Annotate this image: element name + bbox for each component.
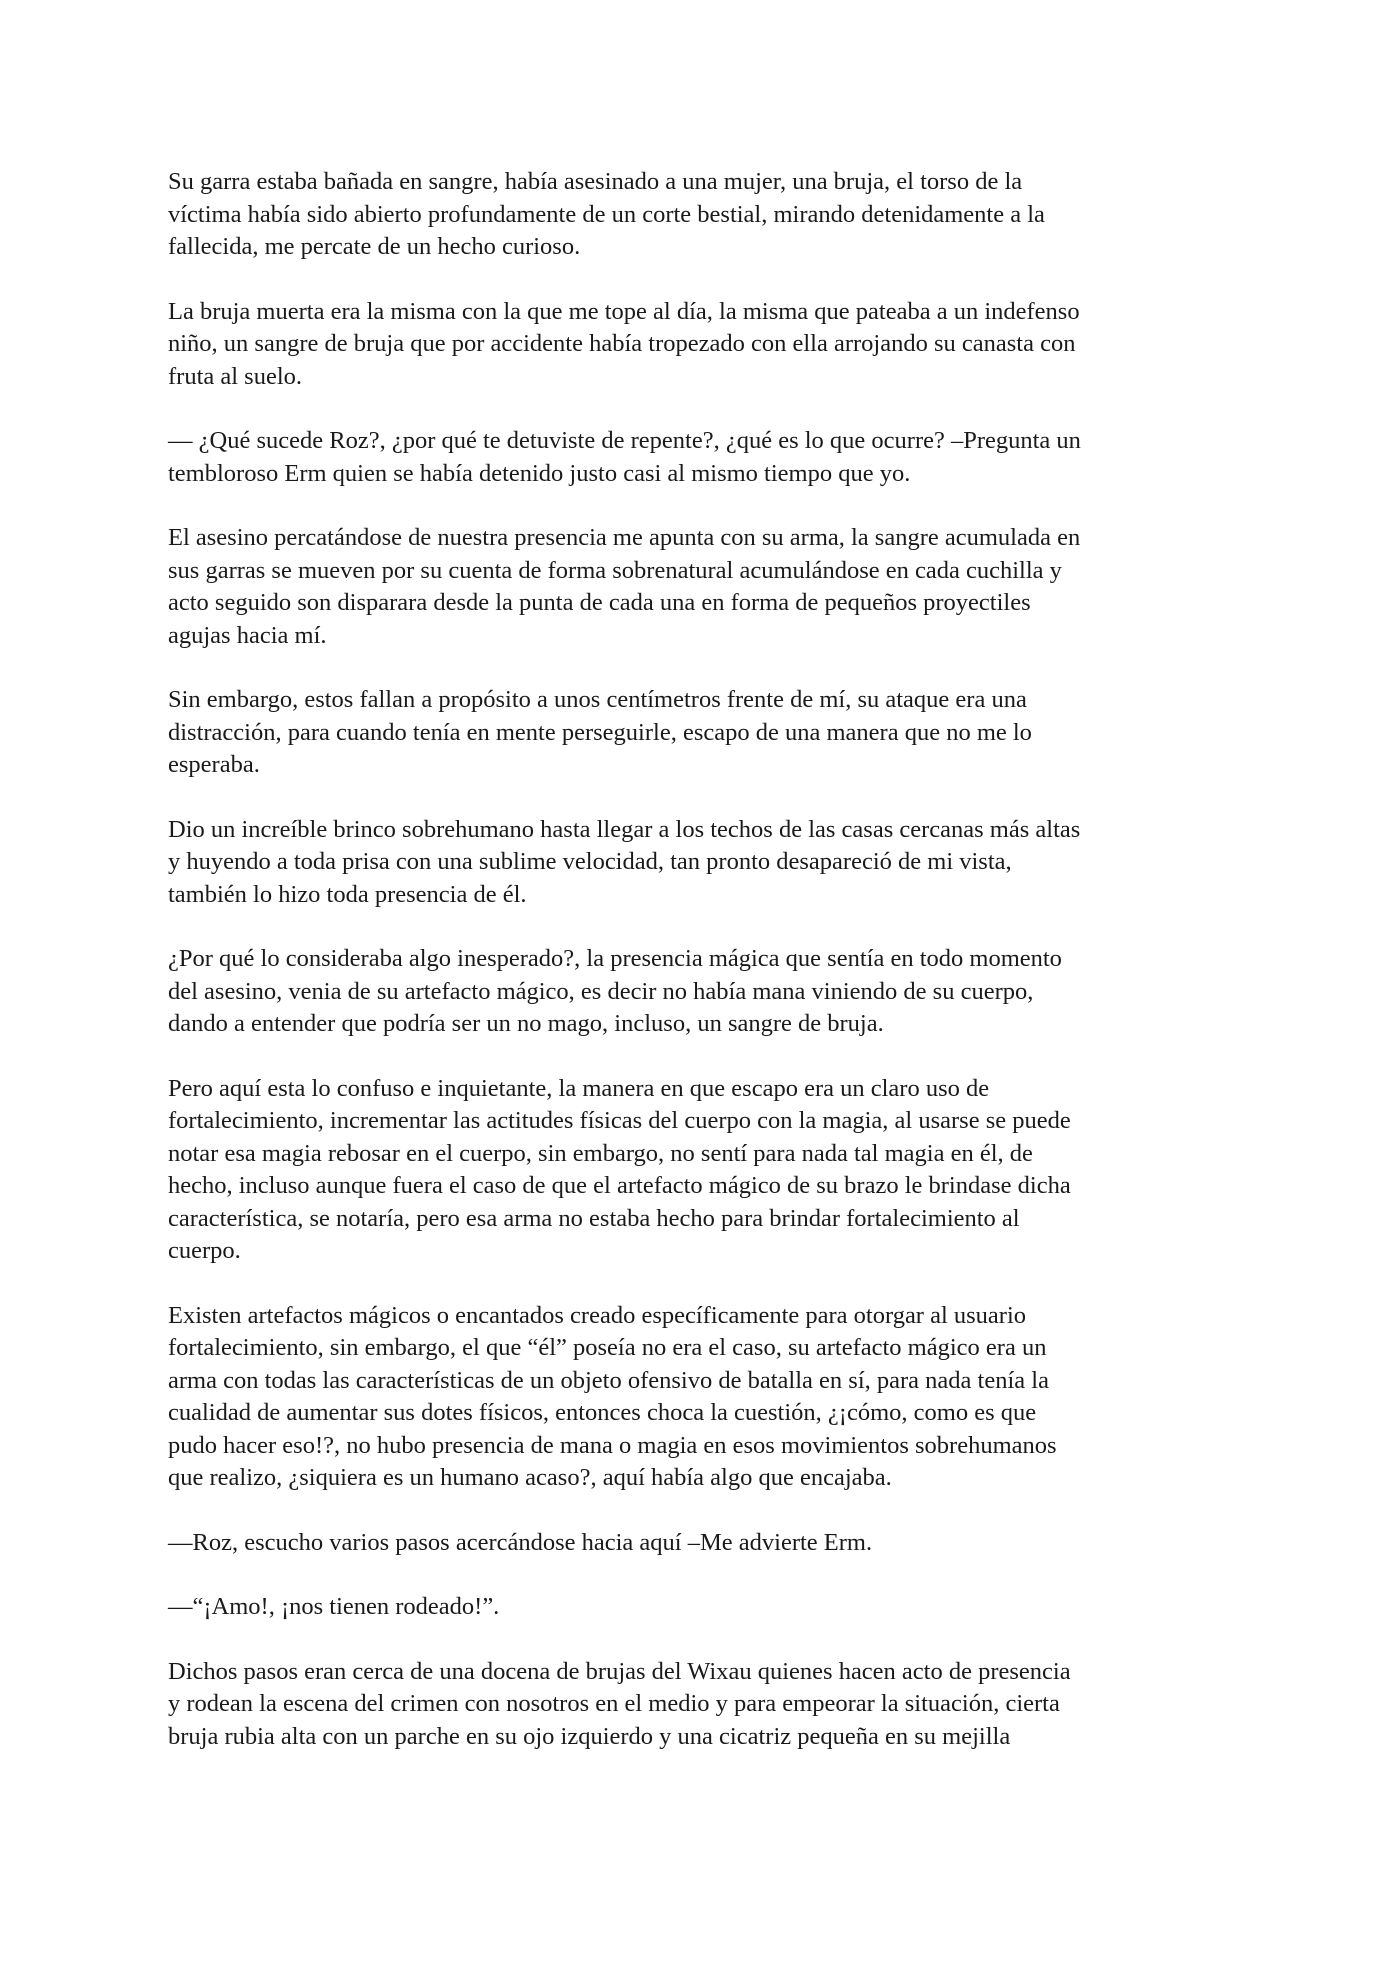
text-line: notar esa magia rebosar en el cuerpo, sin embargo, no sentí para nada tal magia en él, de	[168, 1139, 1033, 1167]
paragraph	[168, 522, 1232, 652]
paragraph	[168, 1656, 1232, 1754]
text-line: pudo hacer eso!?, no hubo presencia de mana o magia en esos movimientos sobrehumanos	[168, 1431, 1057, 1459]
text-line: ¿Por qué lo consideraba algo inesperado?, la presencia mágica que sentía en todo momento	[168, 945, 1062, 972]
text-line: hecho, incluso aunque fuera el caso de que el artefacto mágico de su brazo le brindase dicha	[168, 1172, 1071, 1199]
text-line: también lo hizo toda presencia de él.	[168, 880, 527, 908]
text-line: agujas hacia mí.	[168, 621, 327, 649]
text-line: Dichos pasos eran cerca de una docena de brujas del Wixau quienes hacen acto de presencia	[168, 1657, 1071, 1685]
paragraph	[168, 1591, 1232, 1624]
text-line: cualidad de aumentar sus dotes físicos, entonces choca la cuestión, ¿¡cómo, como es que	[168, 1399, 1037, 1426]
text-line: y huyendo a toda prisa con una sublime velocidad, tan pronto desapareció de mi vista,	[168, 848, 1012, 875]
paragraph	[168, 684, 1232, 782]
text-line: — ¿Qué sucede Roz?, ¿por qué te detuviste de repente?, ¿qué es lo que ocurre? –Pregunta un	[168, 427, 1081, 454]
text-line: arma con todas las características de un objeto ofensivo de batalla en sí, para nada tenía la	[168, 1366, 1049, 1394]
text-line: El asesino percatándose de nuestra presencia me apunta con su arma, la sangre acumulada en	[168, 524, 1081, 551]
text-line: dando a entender que podría ser un no mago, incluso, un sangre de bruja.	[168, 1010, 884, 1037]
text-line: que realizo, ¿siquiera es un humano acaso?, aquí había algo que encajaba.	[168, 1464, 892, 1491]
text-line: Sin embargo, estos fallan a propósito a unos centímetros frente de mí, su ataque era una	[168, 686, 1027, 713]
paragraph	[168, 1073, 1232, 1268]
text-line: distracción, para cuando tenía en mente perseguirle, escapo de una manera que no me lo	[168, 718, 1032, 746]
text-line: y rodean la escena del crimen con nosotros en el medio y para empeorar la situación, cierta	[168, 1690, 1060, 1717]
text-line: fortalecimiento, sin embargo, el que “él” poseía no era el caso, su artefacto mágico era un	[168, 1334, 1047, 1361]
text-line: Existen artefactos mágicos o encantados creado específicamente para otorgar al usuario	[168, 1301, 1027, 1329]
text-line: La bruja muerta era la misma con la que me tope al día, la misma que pateaba a un indefenso	[168, 297, 1080, 325]
text-line: —Roz, escucho varios pasos acercándose hacia aquí –Me advierte Erm.	[168, 1528, 873, 1556]
text-line: sus garras se mueven por su cuenta de forma sobrenatural acumulándose en cada cuchilla y	[168, 556, 1062, 584]
text-line: acto seguido son disparara desde la punta de cada una en forma de pequeños proyectiles	[168, 589, 1031, 616]
text-line: Dio un increíble brinco sobrehumano hasta llegar a los techos de las casas cercanas más altas	[168, 815, 1081, 843]
paragraph	[168, 1527, 1232, 1560]
text-line: fruta al suelo.	[168, 362, 303, 390]
text-line: Su garra estaba bañada en sangre, había asesinado a una mujer, una bruja, el torso de la	[168, 168, 1023, 195]
text-line: esperaba.	[168, 751, 260, 778]
paragraph	[168, 814, 1232, 912]
text-line: niño, un sangre de bruja que por accidente había tropezado con ella arrojando su canasta con	[168, 330, 1076, 357]
text-line: Pero aquí esta lo confuso e inquietante, la manera en que escapo era un claro uso de	[168, 1074, 990, 1102]
paragraph	[168, 425, 1232, 490]
paragraph	[168, 943, 1232, 1041]
paragraph	[168, 1300, 1232, 1495]
document-page	[168, 166, 1232, 1785]
paragraph	[168, 296, 1232, 394]
text-line: —“¡Amo!, ¡nos tienen rodeado!”.	[168, 1593, 500, 1620]
text-line: del asesino, venia de su artefacto mágico, es decir no había mana viniendo de su cuerpo,	[168, 977, 1034, 1005]
paragraph	[168, 166, 1232, 264]
text-line: característica, se notaría, pero esa arma no estaba hecho para brindar fortalecimiento al	[168, 1204, 1020, 1232]
text-line: bruja rubia alta con un parche en su ojo izquierdo y una cicatriz pequeña en su mejilla	[168, 1722, 1011, 1750]
text-line: cuerpo.	[168, 1237, 241, 1264]
text-line: víctima había sido abierto profundamente de un corte bestial, mirando detenidamente a la	[168, 200, 1045, 228]
text-line: fortalecimiento, incrementar las actitudes físicas del cuerpo con la magia, al usarse se puede	[168, 1107, 1071, 1134]
text-line: fallecida, me percate de un hecho curioso.	[168, 233, 581, 260]
text-line: tembloroso Erm quien se había detenido justo casi al mismo tiempo que yo.	[168, 459, 911, 487]
